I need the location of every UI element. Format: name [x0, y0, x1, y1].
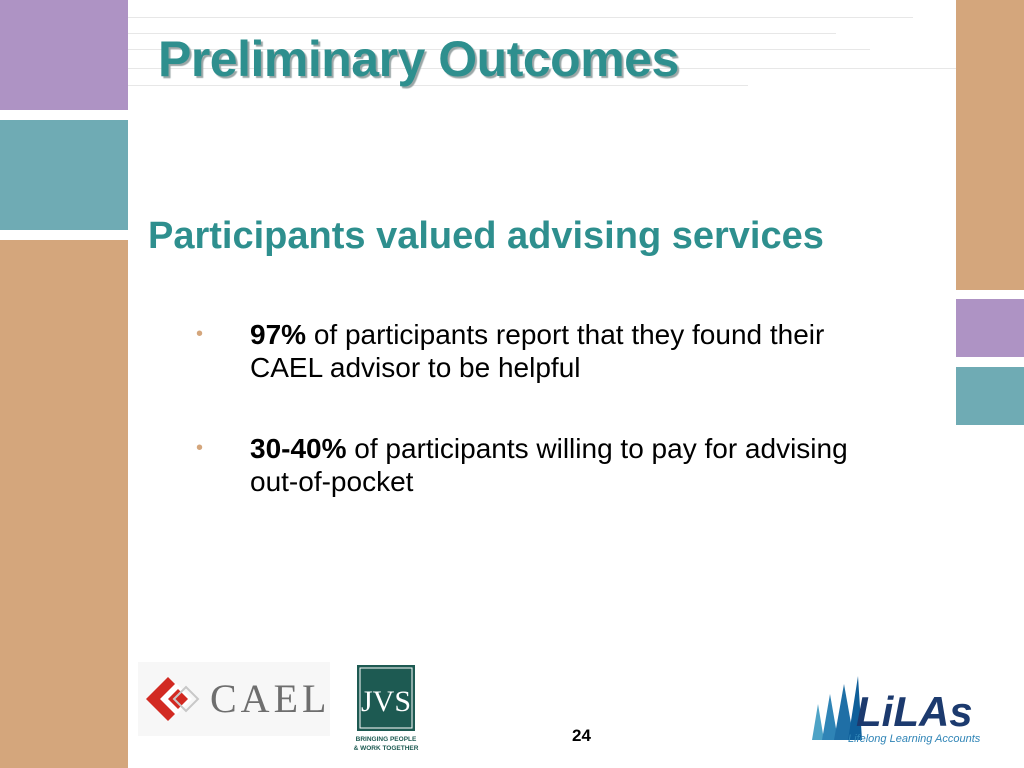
slide-title: Preliminary Outcomes [158, 31, 679, 87]
page-number: 24 [572, 726, 591, 745]
bullet-text: of participants report that they found their CAEL advisor to be helpful [250, 319, 825, 383]
lilas-tagline: Lifelong Learning Accounts [848, 733, 981, 745]
lilas-bars-icon [812, 676, 862, 740]
bullet-list [196, 318, 896, 546]
jvs-tagline-2: & WORK TOGETHER [353, 745, 419, 752]
lilas-logo-text: LiLAs [856, 688, 973, 735]
right-tan-block [956, 0, 1024, 290]
jvs-logo-text: JVS [360, 685, 412, 718]
lilas-logo [806, 674, 996, 746]
bullet-stat: 30-40% [250, 433, 347, 464]
right-teal-block [956, 367, 1024, 425]
title-rule-1 [128, 17, 913, 18]
left-purple-block [0, 0, 128, 110]
bullet-text: of participants willing to pay for advising out-of-pocket [250, 433, 848, 497]
right-purple-block [956, 299, 1024, 357]
bullet-item [196, 318, 896, 384]
left-tan-block [0, 240, 128, 768]
bullet-stat: 97% [250, 319, 307, 350]
slide-subtitle: Participants valued advising services [148, 215, 824, 257]
bullet-item [196, 432, 896, 498]
left-teal-block [0, 120, 128, 230]
bullet-dot-icon: • [196, 437, 204, 459]
jvs-tagline-1: BRINGING PEOPLE [355, 736, 417, 743]
bullet-dot-icon: • [196, 323, 204, 345]
cael-logo [138, 662, 330, 736]
cael-logo-text: CAEL [210, 676, 331, 721]
jvs-logo [353, 665, 419, 753]
